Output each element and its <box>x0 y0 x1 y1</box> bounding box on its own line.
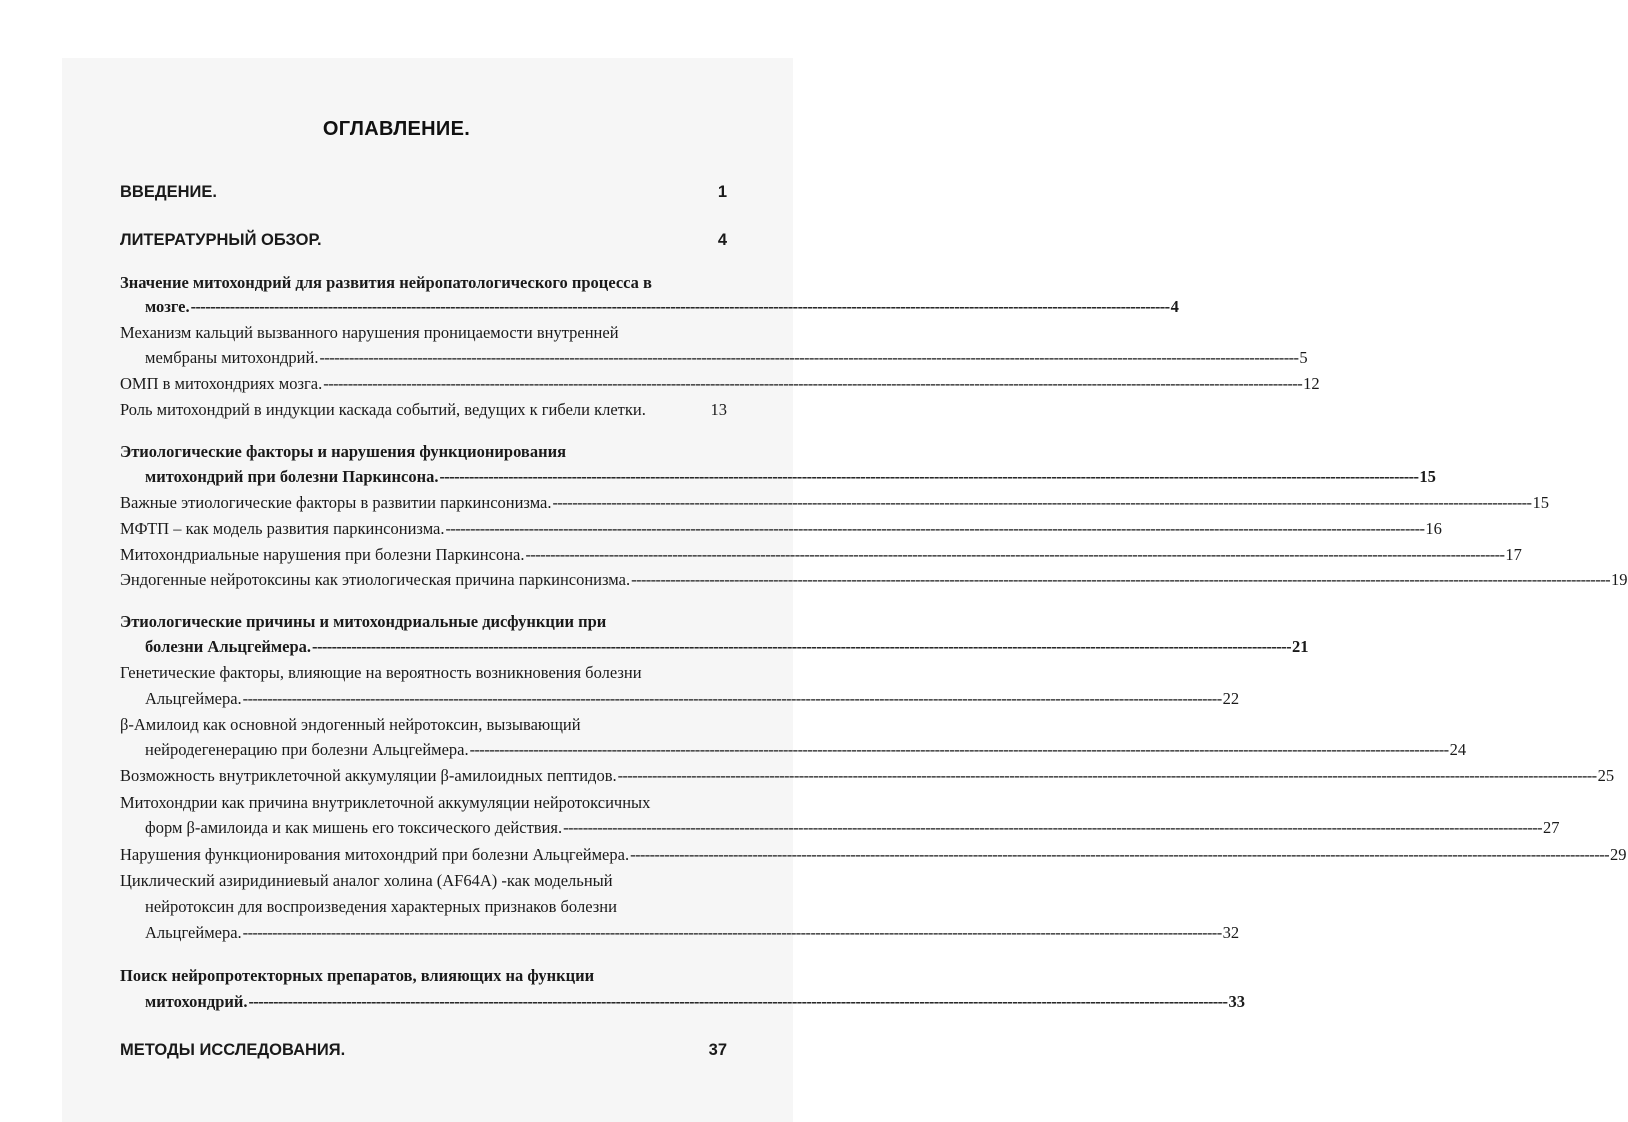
dot-leader: -------------------------------------------------------------------------------------------------------------------------------------------------------------------------------------------------------- <box>630 845 1610 864</box>
entry-page: 4 <box>717 231 727 249</box>
dot-leader: -------------------------------------------------------------------------------------------------------------------------------------------------------------------------------------------------------- <box>563 818 1543 837</box>
dot-leader: -------------------------------------------------------------------------------------------------------------------------------------------------------------------------------------------------------- <box>190 297 1170 316</box>
toc-item-3-1-line2[interactable]: Альцгеймера. -------------------------------------------------------------------------------------------------------------------------------------------------------------------------------------------------------- 22 <box>145 689 1240 708</box>
toc-item-3-6-line1[interactable]: Циклический азиридиниевый аналог холина (AF64A) -как модельный <box>120 871 613 890</box>
entry-page: 17 <box>1505 545 1522 564</box>
toc-item-2-4[interactable]: Эндогенные нейротоксины как этиологическая причина паркинсонизма. -------------------------------------------------------------------------------------------------------------------------------------------------------------------------------------------------------- 19 <box>120 570 1628 589</box>
entry-page: 29 <box>1610 845 1627 864</box>
toc-item-3-4-line1[interactable]: Митохондрии как причина внутриклеточной аккумуляции нейротоксичных <box>120 793 651 812</box>
toc-item-2-2[interactable]: МФТП – как модель развития паркинсонизма. -------------------------------------------------------------------------------------------------------------------------------------------------------------------------------------------------------- 16 <box>120 519 1442 538</box>
toc-item-1-2[interactable]: ОМП в митохондриях мозга. -------------------------------------------------------------------------------------------------------------------------------------------------------------------------------------------------------- 12 <box>120 374 1320 393</box>
dot-leader: -------------------------------------------------------------------------------------------------------------------------------------------------------------------------------------------------------- <box>242 923 1222 942</box>
entry-page: 32 <box>1222 923 1240 942</box>
toc-section-4-line2[interactable]: митохондрий. -------------------------------------------------------------------------------------------------------------------------------------------------------------------------------------------------------- 33 <box>145 992 1245 1011</box>
toc-title: ОГЛАВЛЕНИЕ. <box>322 118 471 140</box>
dot-leader: -------------------------------------------------------------------------------------------------------------------------------------------------------------------------------------------------------- <box>319 348 1299 367</box>
toc-item-3-1-line1[interactable]: Генетические факторы, влияющие на вероятность возникновения болезни <box>120 663 642 682</box>
entry-page: 15 <box>1532 493 1549 512</box>
toc-item-3-2-line1[interactable]: β-Амилоид как основной эндогенный нейротоксин, вызывающий <box>120 715 581 734</box>
toc-section-1-line2[interactable]: мозге. -------------------------------------------------------------------------------------------------------------------------------------------------------------------------------------------------------- 4 <box>145 297 1179 316</box>
toc-section-4-line1[interactable]: Поиск нейропротекторных препаратов, влияющих на функции <box>120 966 595 985</box>
dot-leader: -------------------------------------------------------------------------------------------------------------------------------------------------------------------------------------------------------- <box>617 766 1597 785</box>
toc-item-1-1-line1[interactable]: Механизм кальций вызванного нарушения проницаемости внутренней <box>120 323 619 342</box>
toc-item-3-5[interactable]: Нарушения функционирования митохондрий при болезни Альцгеймера. -------------------------------------------------------------------------------------------------------------------------------------------------------------------------------------------------------- 29 <box>120 845 1627 864</box>
toc-item-3-6-line3[interactable]: Альцгеймера. -------------------------------------------------------------------------------------------------------------------------------------------------------------------------------------------------------- 32 <box>145 923 1240 942</box>
toc-section-1-line1[interactable]: Значение митохондрий для развития нейропатологического процесса в <box>120 273 652 292</box>
entry-page: 13 <box>710 400 727 419</box>
entry-page: 25 <box>1597 766 1615 785</box>
toc-entry-introduction[interactable] <box>120 183 727 209</box>
entry-page: 33 <box>1228 992 1245 1011</box>
dot-leader: -------------------------------------------------------------------------------------------------------------------------------------------------------------------------------------------------------- <box>242 689 1222 708</box>
entry-page: 4 <box>1170 297 1179 316</box>
entry-page: 12 <box>1303 374 1320 393</box>
toc-item-1-3[interactable]: Роль митохондрий в индукции каскада событий, ведущих к гибели клетки. 13 <box>120 400 727 419</box>
toc-item-3-2-line2[interactable]: нейродегенерацию при болезни Альцгеймера. -------------------------------------------------------------------------------------------------------------------------------------------------------------------------------------------------------- 24 <box>145 740 1467 759</box>
toc-item-3-6-line2[interactable]: нейротоксин для воспроизведения характерных признаков болезни <box>145 897 617 916</box>
entry-page: 37 <box>708 1041 727 1059</box>
toc-item-2-3[interactable]: Митохондриальные нарушения при болезни Паркинсона. -------------------------------------------------------------------------------------------------------------------------------------------------------------------------------------------------------- 17 <box>120 545 1522 564</box>
dot-leader: -------------------------------------------------------------------------------------------------------------------------------------------------------------------------------------------------------- <box>439 467 1419 486</box>
entry-page: 21 <box>1291 637 1309 656</box>
toc-section-2-line2[interactable]: митохондрий при болезни Паркинсона. -------------------------------------------------------------------------------------------------------------------------------------------------------------------------------------------------------- 15 <box>145 467 1436 486</box>
dot-leader: -------------------------------------------------------------------------------------------------------------------------------------------------------------------------------------------------------- <box>525 545 1505 564</box>
toc-section-2-line1[interactable]: Этиологические факторы и нарушения функционирования <box>120 442 567 461</box>
entry-page: 24 <box>1449 740 1467 759</box>
dot-leader: -------------------------------------------------------------------------------------------------------------------------------------------------------------------------------------------------------- <box>445 519 1425 538</box>
toc-entry-methods[interactable] <box>120 1041 727 1067</box>
dot-leader: -------------------------------------------------------------------------------------------------------------------------------------------------------------------------------------------------------- <box>552 493 1532 512</box>
dot-leader: -------------------------------------------------------------------------------------------------------------------------------------------------------------------------------------------------------- <box>323 374 1303 393</box>
toc-section-3-line2[interactable]: болезни Альцгеймера. -------------------------------------------------------------------------------------------------------------------------------------------------------------------------------------------------------- 21 <box>145 637 1309 656</box>
toc-entry-literature-review[interactable] <box>120 231 727 257</box>
dot-leader: -------------------------------------------------------------------------------------------------------------------------------------------------------------------------------------------------------- <box>469 740 1449 759</box>
dot-leader: -------------------------------------------------------------------------------------------------------------------------------------------------------------------------------------------------------- <box>631 570 1611 589</box>
entry-page: 1 <box>717 183 727 201</box>
dot-leader: -------------------------------------------------------------------------------------------------------------------------------------------------------------------------------------------------------- <box>248 992 1228 1011</box>
entry-text: ВВЕДЕНИЕ. <box>120 183 217 201</box>
entry-page: 19 <box>1611 570 1628 589</box>
entry-page: 27 <box>1543 818 1560 837</box>
entry-page: 15 <box>1419 467 1436 486</box>
toc-item-2-1[interactable]: Важные этиологические факторы в развитии паркинсонизма. -------------------------------------------------------------------------------------------------------------------------------------------------------------------------------------------------------- 15 <box>120 493 1549 512</box>
entry-page: 22 <box>1222 689 1240 708</box>
toc-item-1-1-line2[interactable]: мембраны митохондрий. -------------------------------------------------------------------------------------------------------------------------------------------------------------------------------------------------------- 5 <box>145 348 1308 367</box>
entry-text: ЛИТЕРАТУРНЫЙ ОБЗОР. <box>120 231 322 249</box>
toc-item-3-4-line2[interactable]: форм β-амилоида и как мишень его токсического действия. -------------------------------------------------------------------------------------------------------------------------------------------------------------------------------------------------------- 27 <box>145 818 1560 837</box>
toc-section-3-line1[interactable]: Этиологические причины и митохондриальные дисфункции при <box>120 612 607 631</box>
dot-leader: -------------------------------------------------------------------------------------------------------------------------------------------------------------------------------------------------------- <box>312 637 1291 656</box>
toc-item-3-3[interactable]: Возможность внутриклеточной аккумуляции β-амилоидных пептидов. -------------------------------------------------------------------------------------------------------------------------------------------------------------------------------------------------------- 25 <box>120 766 1615 785</box>
entry-page: 16 <box>1425 519 1442 538</box>
entry-text: МЕТОДЫ ИССЛЕДОВАНИЯ. <box>120 1041 346 1059</box>
entry-page: 5 <box>1299 348 1308 367</box>
